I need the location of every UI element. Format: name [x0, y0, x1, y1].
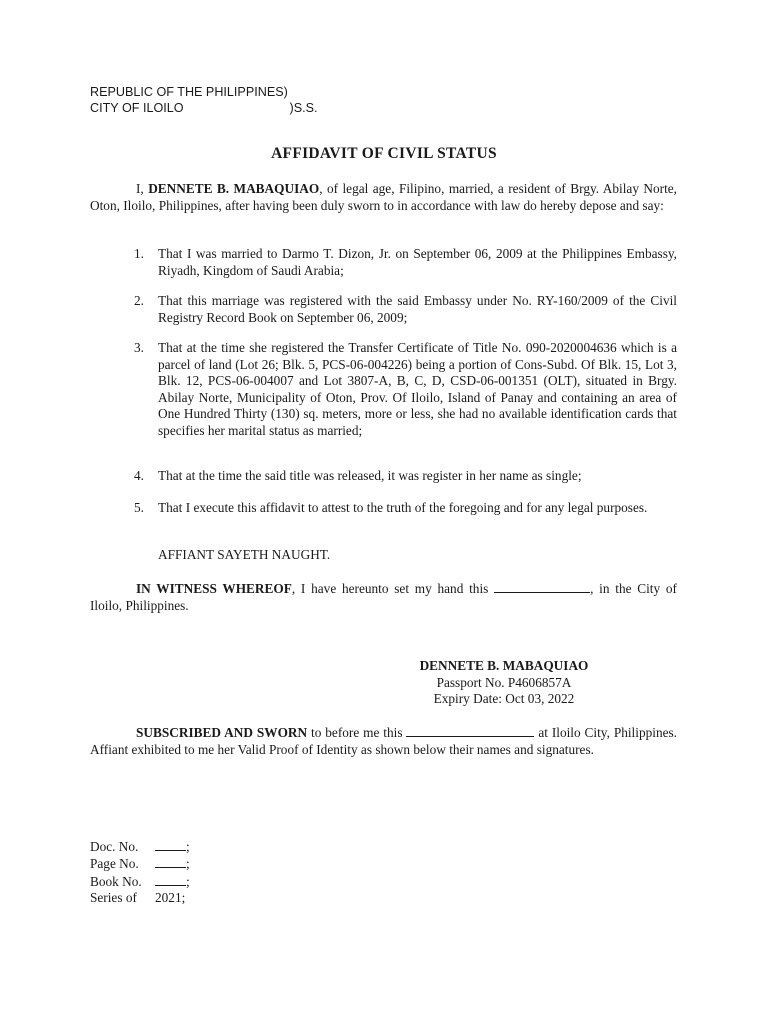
notary-end: ;	[186, 856, 190, 872]
passport-expiry: Expiry Date: Oct 03, 2022	[433, 691, 575, 706]
jurat-bold: SUBSCRIBED AND SWORN	[136, 725, 308, 740]
list-text: That I was married to Darmo T. Dizon, Jr. on September 06, 2009 at the Philippines Embassy, Riyadh, Kingdom of Saudi Arabia;	[158, 246, 677, 278]
notary-end: ;	[186, 839, 190, 854]
affiant-sayeth-naught: AFFIANT SAYETH NAUGHT.	[158, 547, 331, 562]
notary-end: ;	[181, 889, 186, 905]
notary-blank	[155, 873, 186, 886]
notary-blank	[155, 838, 186, 851]
notarial-register	[90, 838, 190, 906]
list-item	[134, 246, 677, 279]
venue-city: CITY OF ILOILO	[90, 101, 184, 115]
venue-caption	[90, 84, 318, 116]
notary-row	[90, 855, 190, 872]
list-number: 1.	[134, 246, 144, 261]
list-number: 2.	[134, 293, 144, 308]
list-item	[134, 340, 677, 439]
list-item	[134, 293, 677, 326]
list-text: That at the time she registered the Transfer Certificate of Title No. 090-2020004636 which is a parcel of land (Lot 26; Blk. 5, PCS-06-004226) being a portion of Cons-Subd. Of Blk. 15, Lot 3, Blk. 12, PCS-06-004007 and Lot 3807-A, B, C, D, CSD-06-001351 (OLT), situated in Brgy. Abilay Norte, Municipality of Oton, Prov. Of Iloilo, Island of Panay and containing an area of One Hundred Thirty (130) sq. meters, more or less, she had no available identification cards that specifies her marital status as married;	[158, 340, 677, 438]
signatory-name: DENNETE B. MABAQUIAO	[419, 658, 589, 673]
intro-paragraph	[90, 181, 677, 214]
date-blank	[494, 580, 590, 593]
notary-row	[90, 873, 190, 890]
notary-end: ;	[186, 873, 190, 889]
notary-label: Page No.	[90, 856, 139, 872]
jurat-text-end: at Iloilo City, Philippines. Affiant exhibited to me her Valid Proof of Identity as shown below their names and signatures.	[90, 725, 677, 757]
signature-block	[380, 658, 628, 708]
venue-line-republic: REPUBLIC OF THE PHILIPPINES)	[90, 85, 288, 99]
witness-text-end: , in the City of Iloilo, Philippines.	[90, 581, 677, 613]
notary-blank	[155, 855, 186, 868]
venue-line-city	[90, 100, 318, 116]
notary-row	[90, 838, 190, 855]
notary-row	[90, 890, 190, 906]
jurat-paragraph	[90, 724, 677, 758]
notary-label: Book No.	[90, 873, 142, 889]
list-number: 3.	[134, 340, 144, 355]
list-item	[134, 500, 677, 517]
list-number: 4.	[134, 468, 144, 483]
jurat-text: to before me this	[307, 725, 407, 740]
list-text: That this marriage was registered with the said Embassy under No. RY-160/2009 of the Civil Registry Record Book on September 06, 2009;	[158, 293, 677, 325]
notary-label: Series of	[90, 889, 137, 905]
list-number: 5.	[134, 500, 144, 515]
affiant-name: DENNETE B. MABAQUIAO	[148, 181, 320, 196]
document-title: AFFIDAVIT OF CIVIL STATUS	[271, 145, 497, 162]
list-text: That I execute this affidavit to attest to the truth of the foregoing and for any legal purposes.	[158, 500, 648, 515]
passport-number: Passport No. P4606857A	[436, 674, 572, 690]
notary-series-year: 2021	[155, 889, 182, 905]
list-text: That at the time the said title was released, it was register in her name as single;	[158, 468, 582, 483]
intro-text: , of legal age, Filipino, married, a resident of Brgy. Abilay Norte, Oton, Iloilo, Philippines, after having been duly sworn to in accordance with law do hereby depose and say:	[90, 181, 677, 213]
witness-paragraph	[90, 580, 677, 614]
witness-bold: IN WITNESS WHEREOF	[136, 581, 292, 596]
notary-label: Doc. No.	[90, 839, 139, 854]
intro-prefix: I,	[136, 181, 149, 196]
list-item	[134, 468, 677, 485]
jurat-date-blank	[406, 724, 534, 737]
venue-ss: )S.S.	[289, 101, 318, 115]
witness-text: , I have hereunto set my hand this	[291, 581, 495, 596]
